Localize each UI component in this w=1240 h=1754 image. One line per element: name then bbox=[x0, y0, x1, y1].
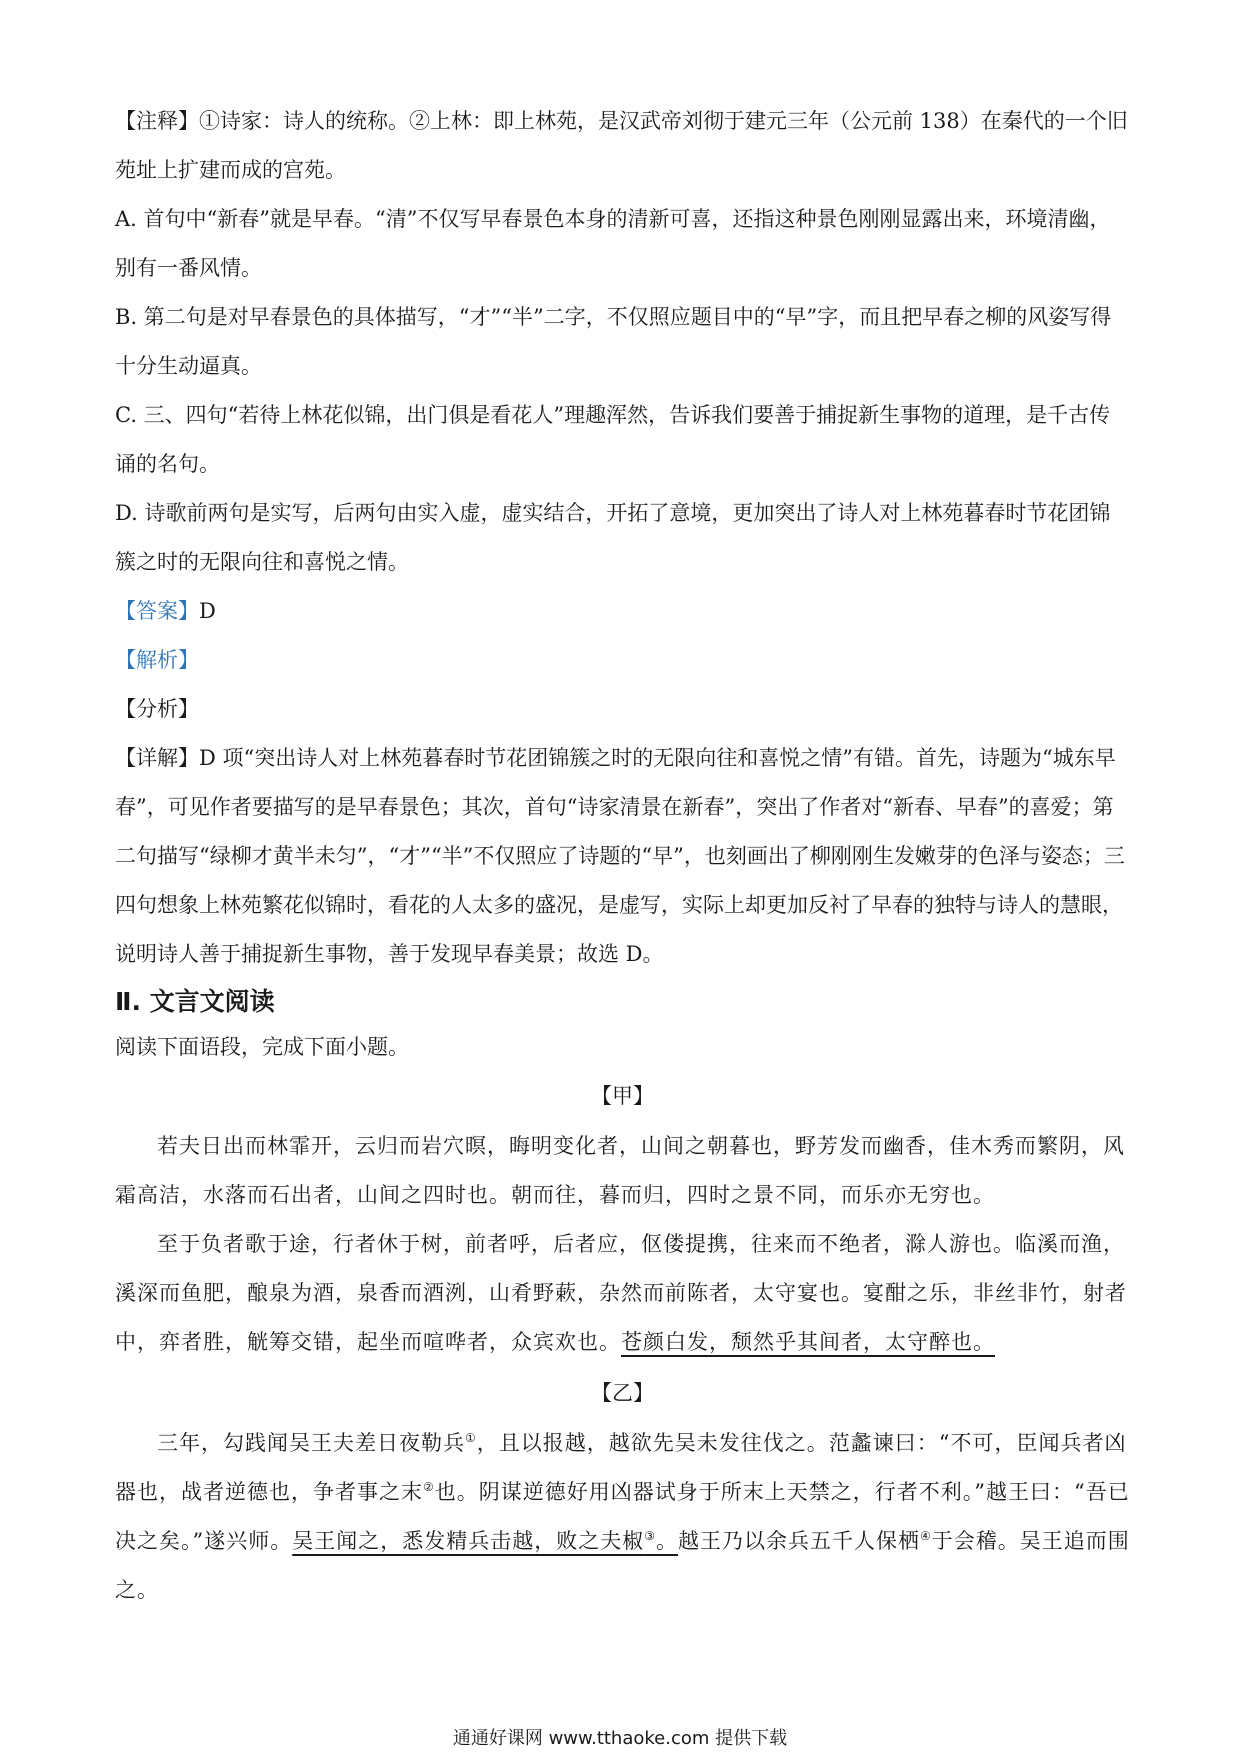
section-instruction: 阅读下面语段，完成下面小题。 bbox=[115, 1035, 409, 1059]
detail-text: D 项“突出诗人对上林苑暮春时节花团锦簇之时的无限向往和喜悦之情”有错。首先，诗题为“城东早春”，可见作者要描写的是早春景色；其次，首句“诗家清景在新春”，突出了作者对“新春、早春”的喜爱；第二句描写“绿柳才黄半未匀”，“才”“半”不仅照应了诗题的“早”，也刻画出了柳刚刚生发嫩芽的色泽与姿态；三四句想象上林苑繁花似锦时，看花的人太多的盛况，是虚写，实际上却更加反衬了早春的独特与诗人的慧眼，说明诗人善于捕捉新生事物，善于发现早春美景；故选 D。 bbox=[115, 746, 1125, 966]
answer-label: 【答案】 bbox=[115, 599, 199, 623]
yi-underlined-sentence bbox=[292, 1529, 678, 1553]
fenxi-label: 【分析】 bbox=[115, 697, 199, 721]
answer-line bbox=[115, 587, 1130, 636]
jia-paragraph-2-text: 至于负者歌于途，行者休于树，前者呼，后者应，伛偻提携，往来而不绝者，滁人游也。临溪而渔，溪深而鱼肥，酿泉为酒，泉香而酒洌，山肴野蔌，杂然而前陈者，太守宴也。宴酣之乐，非丝非竹，射者中，弈者胜，觥筹交错，起坐而喧哗者，众宾欢也。 bbox=[115, 1232, 1127, 1354]
yi-text-4: 越王乃以余兵五千人保栖 bbox=[678, 1529, 921, 1553]
yi-underlined-end: 。 bbox=[656, 1529, 679, 1553]
note-paragraph bbox=[115, 97, 1130, 195]
option-b: B. 第二句是对早春景色的具体描写，“才”“半”二字，不仅照应题目中的“早”字，而且把早春之柳的风姿写得十分生动逼真。 bbox=[115, 305, 1112, 378]
yi-text-1: 三年，勾践闻吴王夫差日夜勒兵 bbox=[157, 1431, 465, 1455]
option-d: D. 诗歌前两句是实写，后两句由实入虚，虚实结合，开拓了意境，更加突出了诗人对上林苑暮春时节花团锦簇之时的无限向往和喜悦之情。 bbox=[115, 501, 1111, 574]
footnote-marker-1: ① bbox=[465, 1431, 477, 1445]
detail-paragraph bbox=[115, 734, 1130, 979]
page-footer: 通通好课网 www.tthaoke.com 提供下载 bbox=[452, 1728, 788, 1749]
footnote-marker-3: ③ bbox=[644, 1529, 657, 1543]
option-a: A. 首句中“新春”就是早春。“清”不仅写早春景色本身的清新可喜，还指这种景色刚刚显露出来，环境清幽，别有一番风情。 bbox=[115, 207, 1111, 280]
yi-title: 【乙】 bbox=[591, 1381, 654, 1405]
jia-paragraph-2 bbox=[115, 1220, 1130, 1367]
option-c: C. 三、四句“若待上林花似锦，出门俱是看花人”理趣浑然，告诉我们要善于捕捉新生事物的道理，是千古传诵的名句。 bbox=[115, 403, 1111, 476]
yi-text-3: 也。阴谋逆德好用凶器试身于所末上天禁之，行者不利。”越王曰：“吾已决之矣。”遂兴师。 bbox=[115, 1480, 1130, 1553]
yi-text-2: ，且以报越，越欲先吴未发往伐之。范蠡谏曰：“不可，臣闻兵者凶器也，战者逆德也，争者事之末 bbox=[115, 1431, 1127, 1504]
jiexi-label: 【解析】 bbox=[115, 648, 199, 672]
answer-value: D bbox=[199, 599, 216, 623]
note-label: 【注释】 bbox=[115, 109, 199, 133]
detail-label: 【详解】 bbox=[115, 746, 199, 770]
yi-underlined-text: 吴王闻之，悉发精兵击越，败之夫椒 bbox=[292, 1529, 645, 1553]
jia-paragraph-1: 若夫日出而林霏开，云归而岩穴暝，晦明变化者，山间之朝暮也，野芳发而幽香，佳木秀而繁阴，风霜高洁，水落而石出者，山间之四时也。朝而往，暮而归，四时之景不同，而乐亦无穷也。 bbox=[115, 1134, 1125, 1207]
yi-text-5: 于会稽。吴王追而围之。 bbox=[115, 1529, 1130, 1602]
note-text: ①诗家：诗人的统称。②上林：即上林苑，是汉武帝刘彻于建元三年（公元前 138）在秦代的一个旧苑址上扩建而成的宫苑。 bbox=[115, 109, 1128, 182]
jia-underlined-sentence: 苍颜白发，颓然乎其间者，太守醉也。 bbox=[621, 1330, 995, 1354]
section-title: Ⅱ. 文言文阅读 bbox=[115, 987, 275, 1016]
yi-paragraph bbox=[115, 1419, 1130, 1615]
footnote-marker-2: ② bbox=[423, 1480, 435, 1494]
footnote-marker-4: ④ bbox=[920, 1529, 932, 1543]
jia-title: 【甲】 bbox=[591, 1084, 654, 1108]
